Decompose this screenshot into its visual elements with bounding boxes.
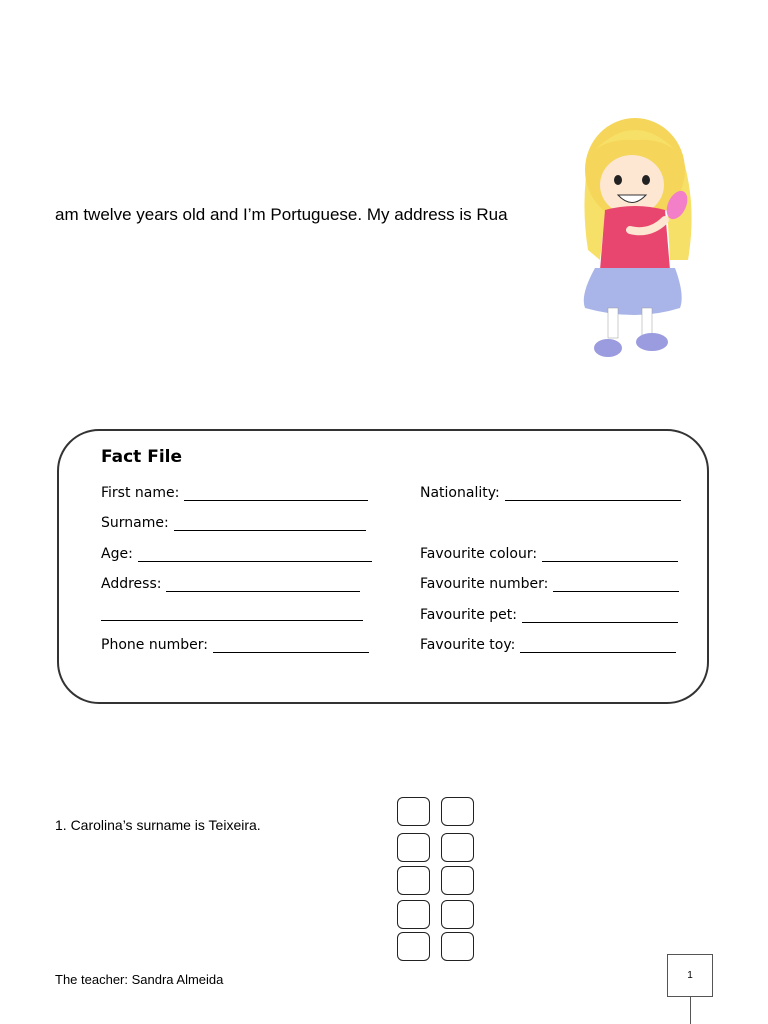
intro-text: am twelve years old and I’m Portuguese. My address is Rua <box>55 205 508 224</box>
favourite-number-label: Favourite number: <box>420 576 549 592</box>
address-blank[interactable] <box>166 578 360 592</box>
address-line-2-field[interactable] <box>101 607 363 621</box>
nationality-blank[interactable] <box>505 487 681 501</box>
page-number-stem <box>690 997 691 1024</box>
answer-box[interactable] <box>441 797 474 826</box>
first-name-field[interactable] <box>101 485 368 501</box>
answer-box[interactable] <box>397 900 430 929</box>
page-number-box <box>667 954 713 997</box>
answer-box[interactable] <box>397 797 430 826</box>
nationality-label: Nationality: <box>420 485 500 501</box>
answer-box[interactable] <box>441 900 474 929</box>
fact-file-title: Fact File <box>101 447 183 467</box>
phone-number-field[interactable] <box>101 637 369 653</box>
favourite-pet-label: Favourite pet: <box>420 607 517 623</box>
favourite-toy-field[interactable] <box>420 637 676 653</box>
favourite-number-blank[interactable] <box>553 578 679 592</box>
fact-file-box <box>57 429 709 704</box>
favourite-toy-label: Favourite toy: <box>420 637 516 653</box>
address-line-2-blank[interactable] <box>101 607 363 621</box>
favourite-pet-blank[interactable] <box>522 609 678 623</box>
answer-box[interactable] <box>441 833 474 862</box>
favourite-pet-field[interactable] <box>420 607 678 623</box>
girl-illustration <box>570 110 710 365</box>
answer-box[interactable] <box>441 866 474 895</box>
answer-boxes <box>397 797 477 963</box>
favourite-colour-field[interactable] <box>420 546 678 562</box>
question-1: 1. Carolina’s surname is Teixeira. <box>55 817 261 833</box>
phone-number-label: Phone number: <box>101 637 208 653</box>
age-blank[interactable] <box>138 548 372 562</box>
phone-number-blank[interactable] <box>213 639 369 653</box>
page-number: 1 <box>687 970 693 981</box>
answer-box[interactable] <box>397 833 430 862</box>
address-field[interactable] <box>101 576 360 592</box>
favourite-colour-label: Favourite colour: <box>420 546 538 562</box>
answer-box[interactable] <box>397 932 430 961</box>
age-label: Age: <box>101 546 133 562</box>
surname-label: Surname: <box>101 515 169 531</box>
favourite-colour-blank[interactable] <box>542 548 678 562</box>
nationality-field[interactable] <box>420 485 681 501</box>
answer-box[interactable] <box>397 866 430 895</box>
age-field[interactable] <box>101 546 372 562</box>
first-name-label: First name: <box>101 485 180 501</box>
surname-field[interactable] <box>101 515 366 531</box>
favourite-toy-blank[interactable] <box>520 639 676 653</box>
first-name-blank[interactable] <box>184 487 368 501</box>
answer-box[interactable] <box>441 932 474 961</box>
address-label: Address: <box>101 576 162 592</box>
favourite-number-field[interactable] <box>420 576 679 592</box>
surname-blank[interactable] <box>174 517 366 531</box>
teacher-credit: The teacher: Sandra Almeida <box>55 972 224 987</box>
